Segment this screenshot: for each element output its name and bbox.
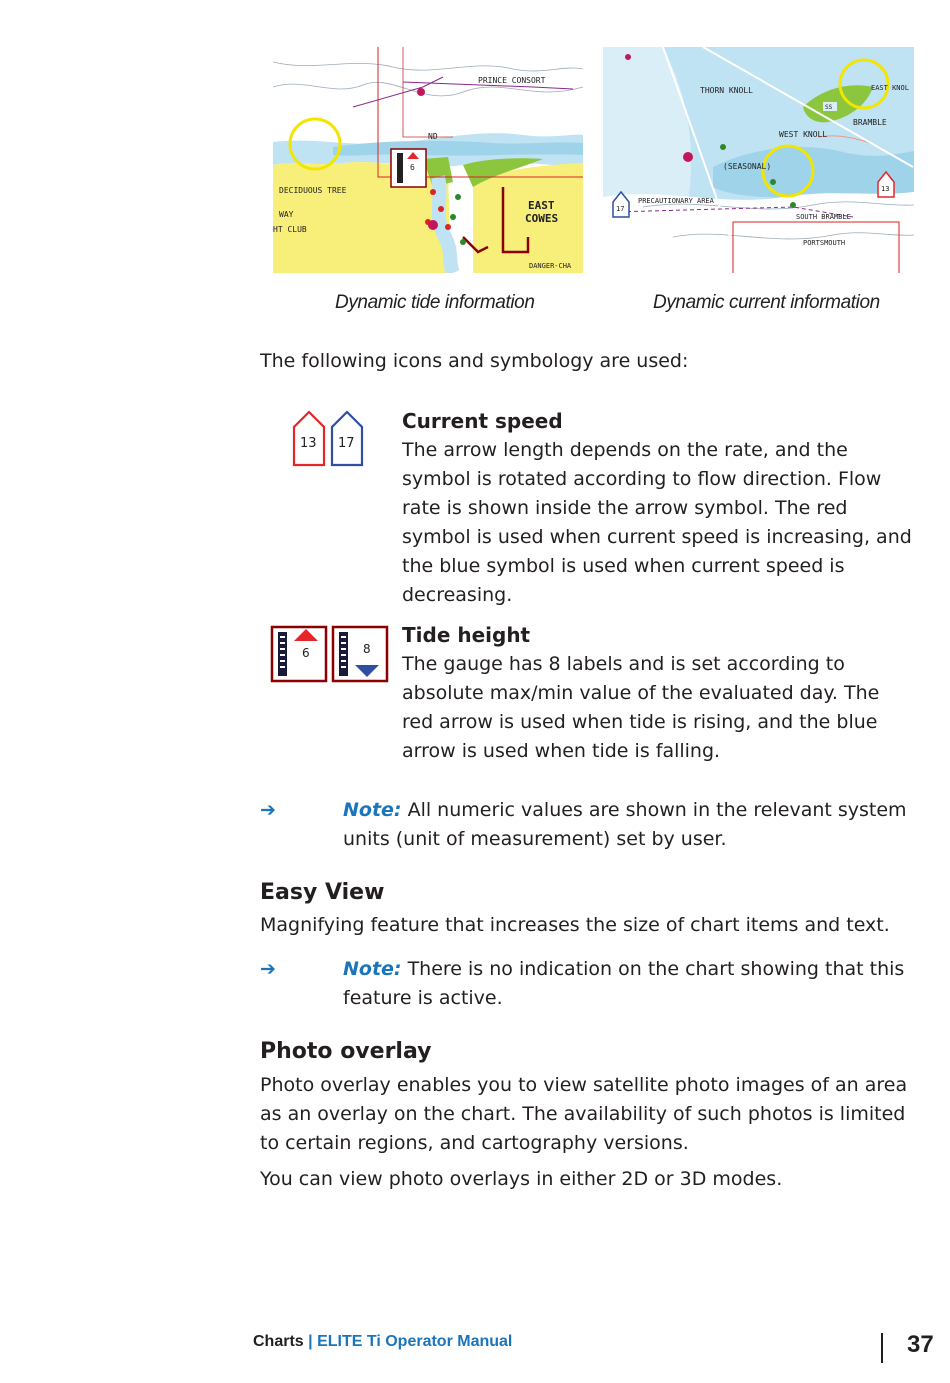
- current-speed-entry: [402, 407, 912, 610]
- photo-overlay-modes-text: You can view photo overlays in either 2D or 3D modes.: [260, 1168, 783, 1190]
- current-red-value: 13: [881, 185, 890, 193]
- footer-section: Charts: [253, 1333, 304, 1350]
- tide-height-title: Tide height: [402, 623, 531, 647]
- label-precautionary-area: PRECAUTIONARY AREA: [638, 197, 714, 205]
- footer-manual-title: ELITE Ti Operator Manual: [317, 1333, 513, 1350]
- easy-view-text: Magnifying feature that increases the size of chart items and text.: [260, 914, 890, 936]
- tide-icon-rising-value: 6: [302, 646, 310, 660]
- footer-separator: |: [308, 1333, 313, 1350]
- tide-gauge-value: 6: [410, 163, 415, 172]
- label-ht-club: HT CLUB: [273, 225, 307, 234]
- label-deciduous-tree: DECIDUOUS TREE: [279, 186, 347, 195]
- label-nd: ND: [428, 132, 438, 141]
- tide-icon-falling-value: 8: [363, 642, 371, 656]
- label-ss: SS: [825, 104, 833, 111]
- tide-height-description: The gauge has 8 labels and is set according to absolute max/min value of the evaluated day. The red arrow is used when tide is rising, and the blue arrow is used when tide is falling.: [402, 653, 880, 762]
- photo-overlay-text: Photo overlay enables you to view satellite photo images of an area as an overlay on the chart. The availability of such photos is limited to certain regions, and cartography versions.: [260, 1074, 908, 1154]
- note-text: There is no indication on the chart showing that this feature is active.: [343, 958, 905, 1009]
- current-icon-blue-value: 17: [338, 436, 355, 451]
- label-thorn-knoll: THORN KNOLL: [700, 86, 753, 95]
- label-west-knoll: WEST KNOLL: [779, 130, 828, 139]
- current-icon-red-value: 13: [300, 436, 317, 451]
- note-label: Note:: [343, 958, 402, 980]
- footer-divider: [881, 1333, 883, 1363]
- footer-breadcrumb: [253, 1333, 512, 1351]
- photo-overlay-heading: Photo overlay: [260, 1039, 432, 1064]
- current-chart-image: [603, 47, 914, 273]
- note-arrow-icon: ➔: [260, 799, 276, 821]
- current-speed-title: Current speed: [402, 409, 563, 433]
- label-way: WAY: [279, 210, 294, 219]
- label-east: EAST: [528, 199, 555, 212]
- label-seasonal: (SEASONAL): [723, 162, 772, 171]
- current-speed-icon: [291, 409, 369, 473]
- current-chart-svg: [603, 47, 914, 273]
- current-speed-description: The arrow length depends on the rate, and the symbol is rotated according to flow direction. Flow rate is shown inside the arrow symbol. The red symbol is used when current speed is increasing, and the blue symbol is used when current speed is decreasing.: [402, 439, 912, 606]
- label-bramble: BRAMBLE: [853, 118, 887, 127]
- label-east-knol: EAST KNOL: [871, 84, 909, 92]
- page-number: 37: [907, 1331, 934, 1358]
- tide-chart-image: [273, 47, 583, 273]
- intro-text: The following icons and symbology are used:: [260, 350, 689, 372]
- tide-height-entry: [402, 621, 912, 766]
- label-cowes: COWES: [525, 212, 559, 225]
- note-text: All numeric values are shown in the relevant system units (unit of measurement) set by user.: [343, 799, 907, 850]
- current-blue-value: 17: [616, 205, 625, 213]
- tide-height-icon: [270, 625, 390, 687]
- easy-view-heading: Easy View: [260, 880, 385, 905]
- label-prince-consort: PRINCE CONSORT: [478, 76, 546, 85]
- note-arrow-icon: ➔: [260, 958, 276, 980]
- note-label: Note:: [343, 799, 402, 821]
- label-portsmouth: PORTSMOUTH: [803, 239, 846, 247]
- label-danger: DANGER-CHA: [529, 262, 572, 270]
- label-south-bramble: SOUTH BRAMBLE: [796, 213, 851, 221]
- current-chart-caption: Dynamic current information: [653, 292, 880, 313]
- tide-chart-svg: [273, 47, 583, 273]
- tide-chart-caption: Dynamic tide information: [335, 292, 535, 313]
